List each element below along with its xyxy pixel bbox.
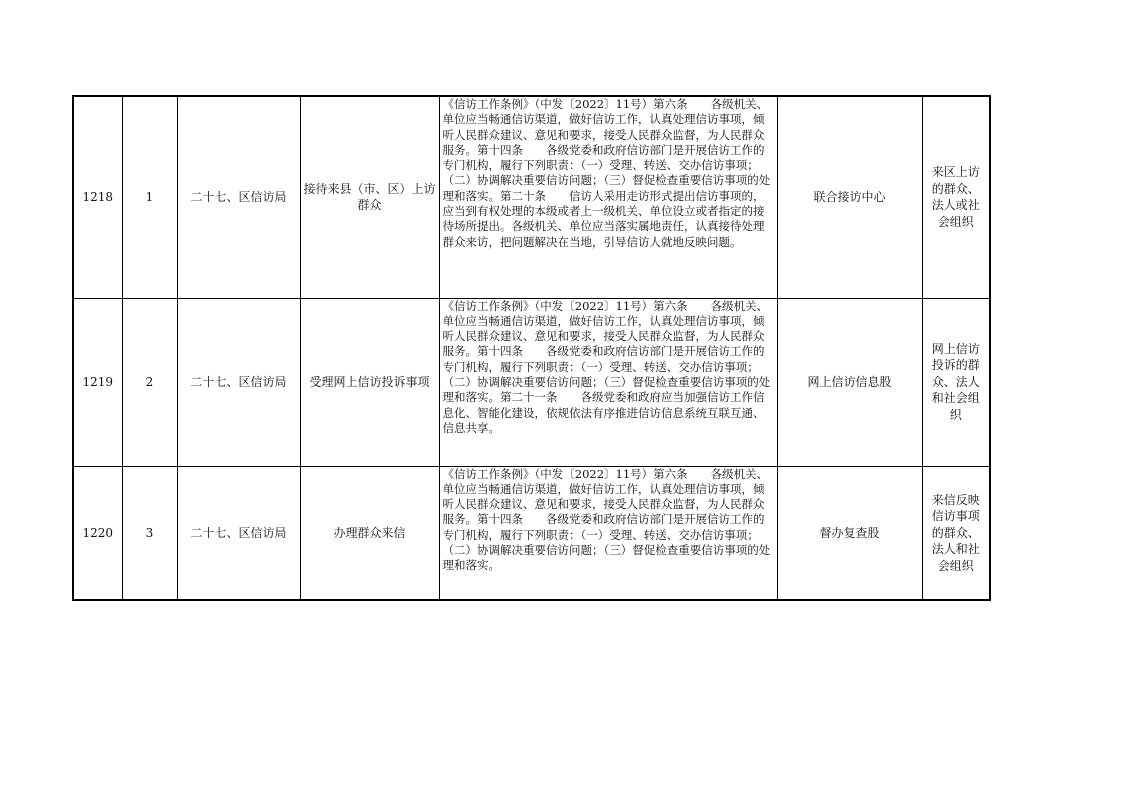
row-target: 网上信访投诉的群众、法人和社会组织 [922, 298, 990, 466]
table-row [73, 466, 990, 600]
row-item: 受理网上信访投诉事项 [300, 298, 439, 466]
row-target: 来区上访的群众、法人或社会组织 [922, 96, 990, 298]
duty-table [72, 95, 991, 601]
row-seq: 3 [122, 466, 177, 600]
row-office: 网上信访信息股 [777, 298, 922, 466]
row-department: 二十七、区信访局 [177, 466, 300, 600]
row-seq: 2 [122, 298, 177, 466]
row-id: 1218 [73, 96, 122, 298]
row-office: 督办复查股 [777, 466, 922, 600]
row-department: 二十七、区信访局 [177, 298, 300, 466]
row-item: 办理群众来信 [300, 466, 439, 600]
row-office: 联合接访中心 [777, 96, 922, 298]
row-basis: 《信访工作条例》（中发〔2022〕11号）第六条 各级机关、单位应当畅通信访渠道，做好信访工作，认真处理信访事项，倾听人民群众建议、意见和要求，接受人民群众监督，为人民群众服务。第十四条 各级党委和政府信访部门是开展信访工作的专门机构，履行下列职责：（一）受理、转送、交办信访事项；（二）协调解决重要信访问题；（三）督促检查重要信访事项的处理和落实。 [439, 466, 777, 600]
row-id: 1219 [73, 298, 122, 466]
row-department: 二十七、区信访局 [177, 96, 300, 298]
row-seq: 1 [122, 96, 177, 298]
row-item: 接待来县（市、区）上访群众 [300, 96, 439, 298]
row-id: 1220 [73, 466, 122, 600]
row-target: 来信反映信访事项的群众、法人和社会组织 [922, 466, 990, 600]
table-row [73, 96, 990, 298]
row-basis: 《信访工作条例》（中发〔2022〕11号）第六条 各级机关、单位应当畅通信访渠道，做好信访工作，认真处理信访事项，倾听人民群众建议、意见和要求，接受人民群众监督，为人民群众服务。第十四条 各级党委和政府信访部门是开展信访工作的专门机构，履行下列职责：（一）受理、转送、交办信访事项；（二）协调解决重要信访问题；（三）督促检查重要信访事项的处理和落实。第二十一条 各级党委和政府应当加强信访工作信息化、智能化建设，依规依法有序推进信访信息系统互联互通、信息共享。 [439, 298, 777, 466]
row-basis: 《信访工作条例》（中发〔2022〕11号）第六条 各级机关、单位应当畅通信访渠道，做好信访工作，认真处理信访事项，倾听人民群众建议、意见和要求，接受人民群众监督，为人民群众服务。第十四条 各级党委和政府信访部门是开展信访工作的专门机构，履行下列职责：（一）受理、转送、交办信访事项；（二）协调解决重要信访问题；（三）督促检查重要信访事项的处理和落实。第二十条 信访人采用走访形式提出信访事项的，应当到有权处理的本级或者上一级机关、单位设立或者指定的接待场所提出。各级机关、单位应当落实属地责任，认真接待处理群众来访，把问题解决在当地，引导信访人就地反映问题。 [439, 96, 777, 298]
table-row [73, 298, 990, 466]
